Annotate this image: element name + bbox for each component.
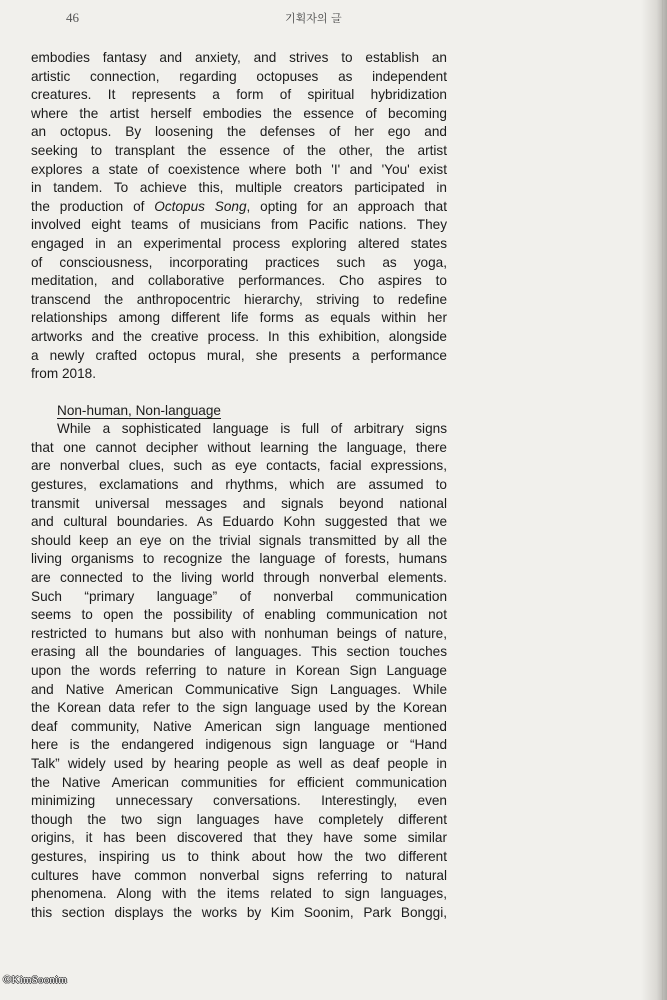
text-line: living organisms to recognize the language of forests, humans [31,551,447,567]
page-header [0,8,667,28]
text-line: transmit universal messages and signals beyond national [31,495,447,511]
text-line: and cultural boundaries. As Eduardo Kohn suggested that we [31,514,447,530]
text-line: and Native American Communicative Sign Languages. While [31,681,447,697]
running-title: 기획자의 글 [285,12,342,25]
text-line: a newly crafted octopus mural, she presents a performance [31,347,447,363]
text-line: should keep an eye on the trivial signals transmitted by all the [31,532,447,548]
work-title-octopus-song: Octopus Song [154,198,247,214]
text-line: are connected to the living world through nonverbal elements. [31,570,447,586]
text-line: involved eight teams of musicians from Pacific nations. They [31,217,447,233]
text-line: cultures have common nonverbal signs referring to natural [31,867,447,883]
text-line: artworks and the creative process. In this exhibition, alongside [31,328,447,344]
text-line: seeking to transplant the essence of the other, the artist [31,142,447,158]
text-line: creatures. It represents a form of spiritual hybridization [31,87,447,103]
page-edge [662,0,663,1000]
text-line: engaged in an experimental process exploring altered states [31,235,447,251]
text-line: Talk” widely used by hearing people as well as deaf people in [31,755,447,771]
text-line: origins, it has been discovered that they have some similar [31,830,447,846]
text-line: an octopus. By loosening the defenses of her ego and [31,124,447,140]
text-line: that one cannot decipher without learning the language, there [31,439,447,455]
text-line: are nonverbal clues, such as eye contacts, facial expressions, [31,458,447,474]
text-line: though the two sign languages have completely different [31,811,447,827]
text-line: explores a state of coexistence where both 'I' and 'You' exist [31,161,447,177]
text-line: in tandem. To achieve this, multiple creators participated in [31,180,447,196]
article-body [31,49,447,922]
copyright-watermark: ©KimSoonim [3,974,68,986]
text-line: gestures, exclamations and rhythms, which are assumed to [31,477,447,493]
text-line: meditation, and collaborative performances. Cho aspires to [31,273,447,289]
section-heading: Non-human, Non-language [57,402,221,418]
text-line: phenomena. Along with the items related to sign languages, [31,886,447,902]
paragraph-non-human-non-language [31,420,447,922]
text-line: restricted to humans but also with nonhuman beings of nature, [31,625,447,641]
text-line: where the artist herself embodies the essence of becoming [31,105,447,121]
text-line: While a sophisticated language is full of arbitrary signs [57,421,447,437]
text-line: here is the endangered indigenous sign language or “Hand [31,737,447,753]
text-line: seems to open the possibility of enabling communication not [31,607,447,623]
paragraph-octopus-song [31,49,447,384]
page-gutter-shadow [641,0,667,1000]
text-line: artistic connection, regarding octopuses as independent [31,68,447,84]
text-line: deaf community, Native American sign language mentioned [31,718,447,734]
text-fragment: , opting for an approach that [246,198,447,214]
text-line: the Native American communities for efficient communication [31,774,447,790]
text-line: transcend the anthropocentric hierarchy, striving to redefine [31,291,447,307]
page-number: 46 [66,10,79,25]
text-line: erasing all the boundaries of languages. This section touches [31,644,447,660]
text-line: relationships among different life forms as equals within her [31,310,447,326]
text-line: upon the words referring to nature in Korean Sign Language [31,663,447,678]
text-line: this section displays the works by Kim Soonim, Park Bonggi, [31,904,447,920]
text-line: Such “primary language” of nonverbal communication [31,588,447,604]
text-line: the Korean data refer to the sign language used by the Korean [31,700,447,716]
text-line [31,198,447,217]
text-line: minimizing unnecessary conversations. Interestingly, even [31,793,447,809]
text-line: gestures, inspiring us to think about how the two different [31,848,447,864]
text-fragment: the production of [31,198,155,214]
text-line: from 2018. [31,366,96,382]
text-line: of consciousness, incorporating practices such as yoga, [31,254,447,270]
text-line: embodies fantasy and anxiety, and strives to establish an [31,50,447,65]
